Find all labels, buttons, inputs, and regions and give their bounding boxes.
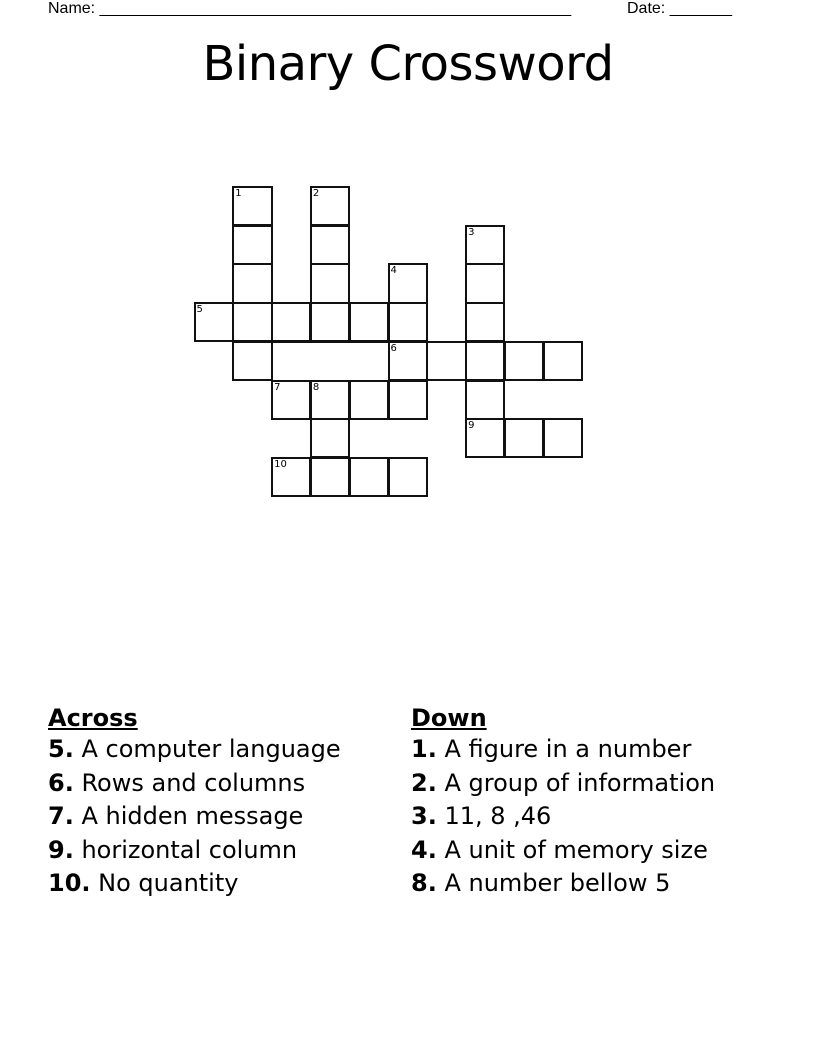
crossword-cell[interactable] [465,263,505,303]
clue-across-6: 6. Rows and columns [48,768,306,797]
clue-across-9: 9. horizontal column [48,835,298,864]
clue-down-4: 4. A unit of memory size [411,835,708,864]
clue-across-5: 5. A computer language [48,735,341,763]
crossword-cell[interactable] [232,186,272,226]
crossword-cell[interactable] [349,457,389,497]
name-field[interactable]: Name: _____________________________________________________ [48,0,572,17]
crossword-cell[interactable] [388,263,428,303]
clue-number: 10 [274,458,287,470]
clue-number: 2 [312,188,320,199]
clue-number: 1 [235,188,242,199]
crossword-cell[interactable] [310,418,350,458]
crossword-cell[interactable] [504,418,544,458]
clue-number: 8 [312,381,320,393]
down-clues [411,703,715,901]
crossword-cell[interactable] [465,341,505,381]
crossword-cell[interactable] [310,380,350,420]
crossword-cell[interactable] [465,418,505,458]
clue-down-2: 2. A group of information [411,768,716,797]
across-heading: Across [48,704,138,732]
clue-down-3: 3. 11, 8 ,46 [411,802,552,830]
crossword-cell[interactable] [232,302,272,342]
clue-down-1: 1. A figure in a number [411,735,692,763]
clue-number: 7 [274,381,281,393]
crossword-cell[interactable] [349,302,389,342]
crossword-cell[interactable] [271,457,311,497]
clue-number: 9 [468,420,475,432]
crossword-cell[interactable] [271,380,311,420]
crossword-cell[interactable] [194,302,234,342]
crossword-cell[interactable] [232,263,272,303]
clue-number: 3 [468,226,475,238]
crossword-cell[interactable] [388,302,428,342]
crossword-cell[interactable] [465,302,505,342]
crossword-cell[interactable] [310,186,350,226]
clue-across-7: 7. A hidden message [48,802,304,830]
crossword-cell[interactable] [388,341,428,381]
crossword-cell[interactable] [310,302,350,342]
page-title: Binary Crossword [202,36,614,92]
crossword-cell[interactable] [543,418,583,458]
crossword-cell[interactable] [465,225,505,265]
crossword-cell[interactable] [232,341,272,381]
crossword-cell[interactable] [310,263,350,303]
across-clues [48,703,341,901]
clue-number: 5 [196,304,203,316]
down-heading: Down [411,704,487,732]
crossword-cell[interactable] [426,341,466,381]
crossword-cell[interactable] [465,380,505,420]
crossword-cell[interactable] [388,457,428,497]
crossword-cell[interactable] [271,302,311,342]
crossword-cell[interactable] [388,380,428,420]
grid-line [272,380,388,382]
grid-line [272,341,388,343]
clue-across-10: 10. No quantity [48,869,239,897]
crossword-cell[interactable] [504,341,544,381]
crossword-cell[interactable] [543,341,583,381]
crossword-cell[interactable] [310,457,350,497]
crossword-cell[interactable] [232,225,272,265]
crossword-cell[interactable] [349,380,389,420]
date-field[interactable]: Date: _______ [627,0,732,17]
clue-down-8: 8. A number bellow 5 [411,869,671,897]
clue-number: 6 [390,342,397,354]
clue-number: 4 [390,265,397,277]
crossword-cell[interactable] [310,225,350,265]
